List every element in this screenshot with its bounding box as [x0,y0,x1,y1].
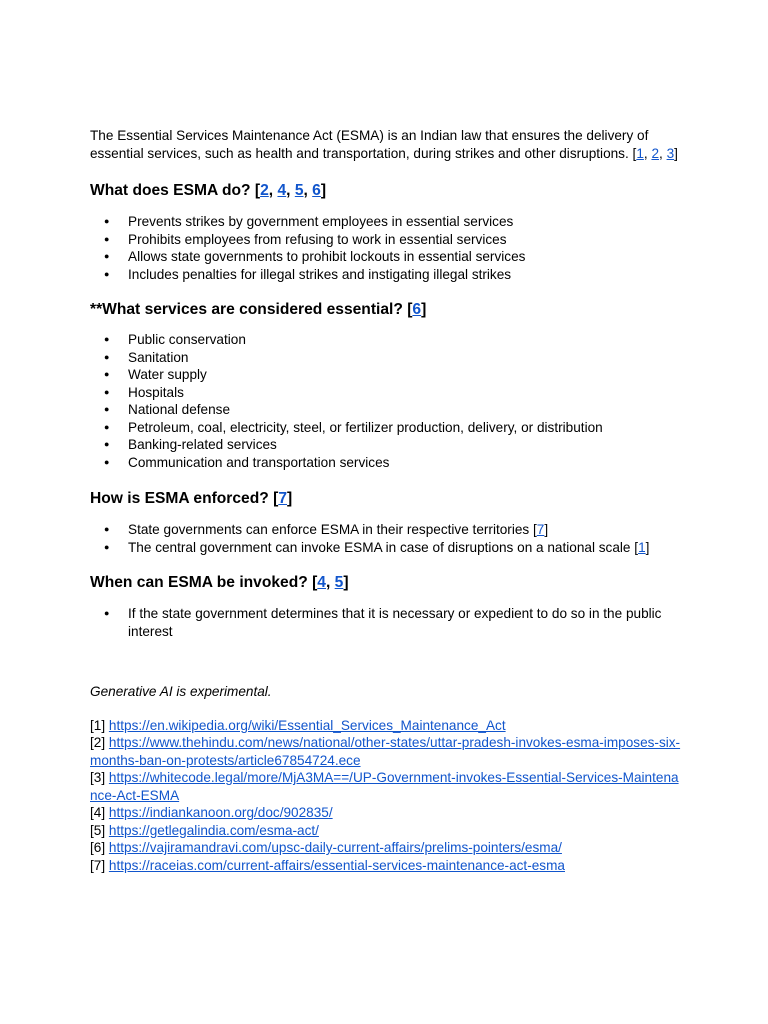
reference-item [90,734,682,769]
reference-label: [1] [90,717,106,733]
intro-text: The Essential Services Maintenance Act (ESMA) is an Indian law that ensures the delivery of essential services, such as health and transportation, during strikes and other disruptions. [90,128,649,161]
list-item: ● Public conservation [90,331,682,349]
citation-link[interactable]: 5 [294,182,304,199]
citation-link[interactable]: 5 [334,574,344,591]
citation-link[interactable]: 1 [638,539,646,555]
list-item: ● Prevents strikes by government employees in essential services [90,213,682,231]
ai-disclaimer: Generative AI is experimental. [90,684,272,699]
section-heading-text: How is ESMA enforced? [90,490,269,507]
reference-item [90,857,682,875]
list-item-text: The central government can invoke ESMA in case of disruptions on a national scale [128,539,631,555]
reference-label: [4] [90,805,106,820]
reference-item [90,804,682,822]
list-item: ● Prohibits employees from refusing to work in essential services [90,231,682,249]
citation-link[interactable]: 6 [312,182,321,199]
list-item: ● Includes penalties for illegal strikes and instigating illegal strikes [90,266,682,284]
reference-link[interactable]: https://en.wikipedia.org/wiki/Essential_Services_Maintenance_Act [108,717,506,733]
list-item: ● Sanitation [90,349,682,367]
list-item: ● State governments can enforce ESMA in their respective territories [7] [90,521,682,539]
citation-link[interactable]: 7 [536,522,545,537]
section-heading-text: **What services are considered essential? [90,301,403,318]
reference-label: [3] [90,770,106,785]
reference-link[interactable]: https://getlegalindia.com/esma-act/ [108,822,319,838]
list-item-text: State governments can enforce ESMA in their respective territories [128,522,530,537]
reference-label: [2] [90,735,106,750]
reference-item [90,822,682,840]
reference-link[interactable]: https://vajiramandravi.com/upsc-daily-current-affairs/prelims-pointers/esma/ [108,840,562,855]
list-item: ● Allows state governments to prohibit lockouts in essential services [90,248,682,266]
reference-item [90,717,682,735]
list-item: ● Water supply [90,366,682,384]
section-heading-text: When can ESMA be invoked? [90,574,308,591]
list-item: ● The central government can invoke ESMA in case of disruptions on a national scale [1] [90,539,682,557]
reference-item [90,839,682,857]
list-item: ● Petroleum, coal, electricity, steel, or fertilizer production, delivery, or distribution [90,419,682,437]
citation-link[interactable]: 3 [666,145,675,161]
bullet-list [90,213,682,283]
intro-paragraph: The Essential Services Maintenance Act (ESMA) is an Indian law that ensures the delivery of essential services, such as health and transportation, during strikes and other disruptions. [1, 2, 3] [90,128,678,161]
list-item: ● If the state government determines that it is necessary or expedient to do so in the public interest [90,605,682,640]
section-heading-enforcement: How is ESMA enforced? [7] [90,490,293,507]
list-item: ● National defense [90,401,682,419]
section-heading-text: What does ESMA do? [90,182,251,199]
citation-link[interactable]: 1 [636,145,644,161]
bullet-list [90,331,682,471]
citation-link[interactable]: 2 [651,145,660,161]
reference-link[interactable]: https://www.thehindu.com/news/national/other-states/uttar-pradesh-invokes-esma-imposes-six-months-ban-on-protests/article67854724.ece [90,735,681,768]
reference-label: [7] [90,857,106,873]
citation-link[interactable]: 4 [317,574,326,591]
reference-link[interactable]: https://indiankanoon.org/doc/902835/ [108,805,333,820]
section-heading-what-esma-does: What does ESMA do? [2, 4, 5, 6] [90,182,327,199]
references-list [90,717,682,875]
list-item: ● Communication and transportation services [90,454,682,472]
reference-link[interactable]: https://whitecode.legal/more/MjA3MA==/UP-Government-invokes-Essential-Services-Maintenance-Act-ESMA [90,770,679,803]
list-item: ● Banking-related services [90,436,682,454]
reference-label: [6] [90,840,106,855]
bullet-list [90,521,682,556]
section-heading-invocation: When can ESMA be invoked? [4, 5] [90,574,349,591]
reference-link[interactable]: https://raceias.com/current-affairs/essential-services-maintenance-act-esma [108,857,565,873]
section-heading-essential-services: **What services are considered essential? [6] [90,301,427,318]
list-item: ● Hospitals [90,384,682,402]
reference-item [90,769,682,804]
citation-link[interactable]: 2 [260,182,269,199]
reference-label: [5] [90,822,106,838]
citation-link[interactable]: 4 [277,182,287,199]
bullet-list [90,605,682,640]
document-content [90,127,682,874]
citation-link[interactable]: 7 [278,490,287,507]
citation-link[interactable]: 6 [412,301,422,318]
